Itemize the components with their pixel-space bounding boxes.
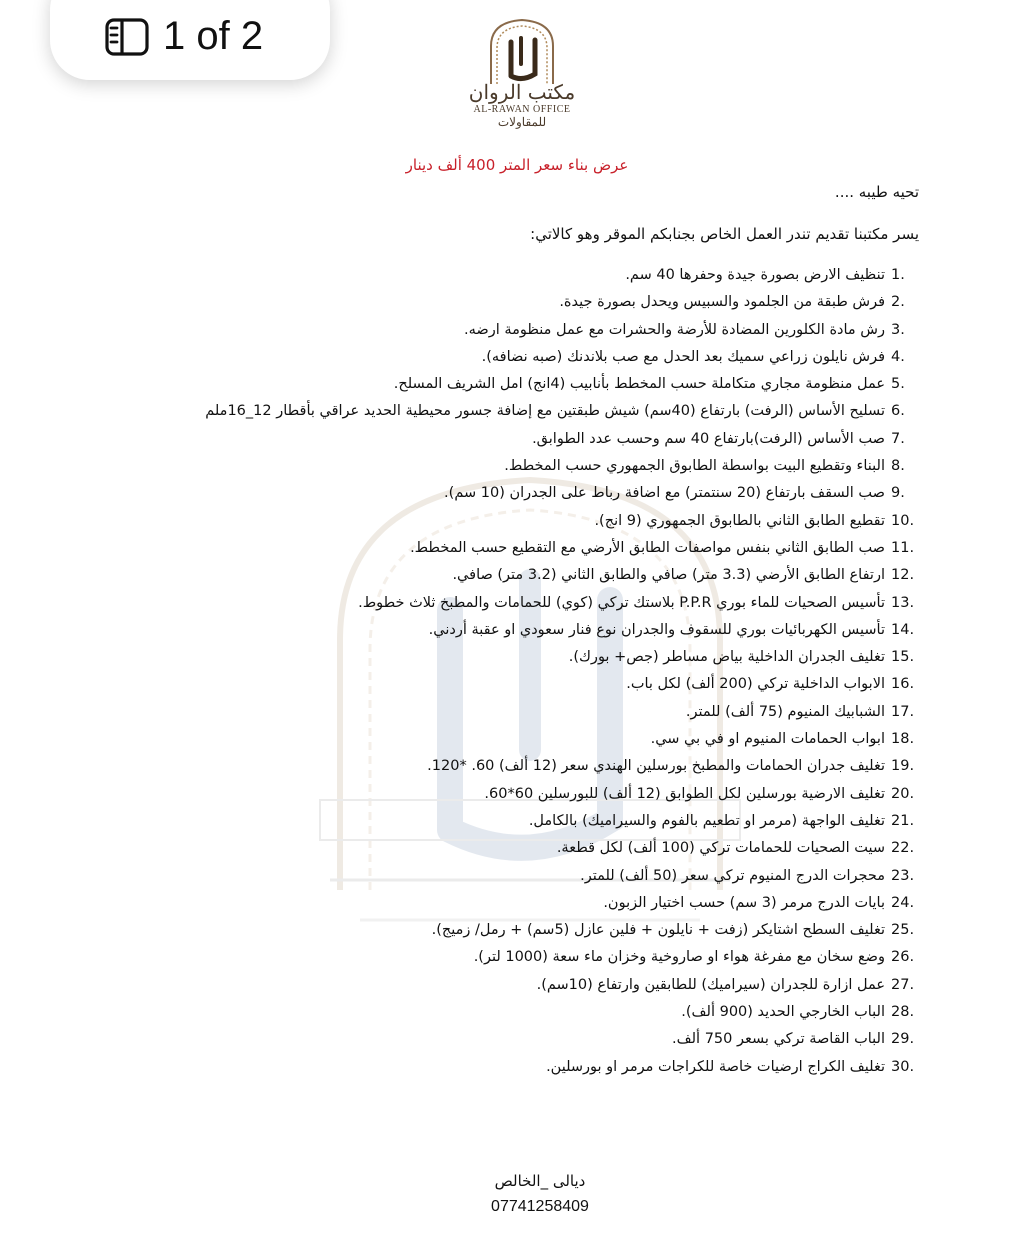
item-text: فرش نايلون زراعي سميك بعد الحدل مع صب بلاندنك (صبه نضافه). [481, 348, 885, 365]
item-text: صب السقف بارتفاع (20 سنتمتر) مع اضافة رباط على الجدران (10 سم). [444, 485, 885, 502]
item-number: 3. [891, 321, 905, 338]
item-number: 12. [891, 567, 915, 584]
item-text: تغليف الجدران الداخلية بياض مساطر (جص+ بورك). [568, 649, 885, 666]
list-item [79, 590, 919, 617]
item-text: تأسيس الكهربائيات بوري للسقوف والجدران نوع فنار سعودي او عقبة أردني. [428, 621, 885, 638]
item-text: الباب الخارجي الحديد (900 ألف). [681, 1004, 885, 1021]
item-text: الابواب الداخلية تركي (200 ألف) لكل باب. [626, 676, 885, 693]
page-counter-text: 1 of 2 [163, 14, 264, 58]
list-item [79, 617, 919, 644]
item-number: 22. [891, 840, 915, 857]
item-text: سيت الصحيات للحمامات تركي (100 ألف) لكل قطعة. [556, 840, 885, 857]
item-text: الباب القاصة تركي بسعر 750 ألف. [672, 1031, 885, 1048]
book-pages-icon [105, 18, 149, 56]
item-text: فرش طبقة من الجلمود والسبيس ويحدل بصورة جيدة. [559, 294, 885, 311]
list-item [79, 890, 919, 917]
intro-line: يسر مكتبنا تقديم تندر العمل الخاص بجنابكم الموقر وهو كالاتي: [530, 225, 919, 243]
item-number: 10. [891, 512, 915, 529]
specification-list [79, 262, 919, 1081]
item-number: 27. [891, 976, 915, 993]
item-number: 13. [891, 594, 915, 611]
list-item [79, 1026, 919, 1053]
item-text: تأسيس الصحيات للماء بوري P.P.R بلاستك تركي (كوي) للحمامات والمطبخ ثلاث خطوط. [358, 594, 885, 611]
logo-emblem [485, 18, 559, 86]
list-item [79, 371, 919, 398]
item-number: 14. [891, 621, 915, 638]
item-text: محجرات الدرج المنيوم تركي سعر (50 ألف) للمتر. [580, 867, 885, 884]
item-number: 9. [891, 485, 905, 502]
item-text: تغليف السطح اشتايكر (زفت + نايلون + فلين عازل (5سم) + رمل/ زميج). [431, 922, 885, 939]
list-item [79, 398, 919, 425]
item-text: ارتفاع الطابق الأرضي (3.3 متر) صافي والطابق الثاني (3.2 متر) صافي. [452, 567, 885, 584]
list-item [79, 453, 919, 480]
item-text: تغليف الواجهة (مرمر او تطعيم بالفوم والسيراميك) بالكامل. [528, 812, 885, 829]
list-item [79, 699, 919, 726]
item-number: 28. [891, 1004, 915, 1021]
item-text: تقطيع الطابق الثاني بالطابوق الجمهوري (9 انج). [594, 512, 885, 529]
item-text: رش مادة الكلورين المضادة للأرضة والحشرات مع عمل منظومة ارضه. [464, 321, 885, 338]
item-number: 23. [891, 867, 915, 884]
item-number: 15. [891, 649, 915, 666]
item-number: 24. [891, 894, 915, 911]
page-counter-pill[interactable] [50, 0, 330, 80]
list-item [79, 671, 919, 698]
item-text: تغليف الكراج ارضيات خاصة للكراجات مرمر او بورسلين. [546, 1058, 885, 1075]
list-item [79, 944, 919, 971]
item-text: تنظيف الارض بصورة جيدة وحفرها 40 سم. [625, 267, 885, 283]
list-item [79, 863, 919, 890]
item-text: عمل منظومة مجاري متكاملة حسب المخطط بأنابيب (4انج) امل الشريف المسلح. [393, 376, 885, 393]
list-item [79, 289, 919, 316]
item-number: 21. [891, 812, 915, 829]
list-item [79, 426, 919, 453]
item-number: 16. [891, 676, 915, 693]
item-number: 20. [891, 785, 915, 802]
list-item [79, 753, 919, 780]
item-number: 5. [891, 376, 905, 393]
list-item [79, 644, 919, 671]
footer-location: ديالى _الخالص [494, 1172, 586, 1190]
list-item [79, 535, 919, 562]
offer-title: عرض بناء سعر المتر 400 ألف دينار [405, 156, 629, 174]
list-item [79, 480, 919, 507]
item-text: ابواب الحمامات المنيوم او في بي سي. [650, 731, 885, 748]
footer-phone: 07741258409 [491, 1198, 589, 1215]
list-item [79, 972, 919, 999]
item-text: البناء وتقطيع البيت بواسطة الطابوق الجمهوري حسب المخطط. [504, 458, 885, 475]
list-item [79, 1054, 919, 1081]
item-text: تسليح الأساس (الرفت) بارتفاع (40سم) شيش طبقتين مع إضافة جسور محيطية الحديد عراقي بأقطار 12_16ملم [205, 403, 885, 420]
list-item [79, 508, 919, 535]
list-item [79, 808, 919, 835]
item-text: صب الطابق الثاني بنفس مواصفات الطابق الأرضي مع التقطيع حسب المخطط. [410, 539, 885, 556]
item-number: 7. [891, 430, 905, 447]
item-number: 26. [891, 949, 915, 966]
logo-english-name: AL-RAWAN OFFICE [473, 104, 571, 115]
item-text: صب الأساس (الرفت)بارتفاع 40 سم وحسب عدد الطوابق. [532, 430, 885, 447]
list-item [79, 999, 919, 1026]
item-text: وضع سخان مع مفرغة هواء او صاروخية وخزان ماء سعة (1000 لتر). [473, 949, 885, 966]
company-logo [462, 18, 582, 158]
item-number: 4. [891, 348, 905, 365]
item-number: 2. [891, 294, 905, 311]
item-number: 17. [891, 703, 915, 720]
item-number: 1. [891, 267, 905, 283]
list-item [79, 562, 919, 589]
item-number: 6. [891, 403, 905, 420]
list-item [79, 917, 919, 944]
item-text: تغليف الارضية بورسلين لكل الطوابق (12 ألف) للبورسلين 60*60. [484, 785, 885, 802]
item-number: 11. [891, 539, 915, 556]
list-item [79, 262, 919, 289]
item-number: 29. [891, 1031, 915, 1048]
logo-arabic-name: مكتب الروان [468, 80, 576, 104]
item-number: 18. [891, 731, 915, 748]
item-text: عمل ازارة للجدران (سيراميك) للطابقين وارتفاع (10سم). [536, 976, 885, 993]
greeting-line: تحيه طيبه .... [834, 183, 919, 201]
list-item [79, 835, 919, 862]
logo-subtitle: للمقاولات [497, 115, 547, 129]
item-number: 19. [891, 758, 915, 775]
list-item [79, 726, 919, 753]
item-number: 30. [891, 1058, 915, 1075]
item-text: الشبابيك المنيوم (75 ألف) للمتر. [685, 703, 885, 720]
item-text: تغليف جدران الحمامات والمطبخ بورسلين الهندي سعر (12 ألف) 60. *120. [427, 758, 885, 775]
item-number: 25. [891, 922, 915, 939]
list-item [79, 781, 919, 808]
item-number: 8. [891, 458, 905, 475]
list-item [79, 317, 919, 344]
item-text: بايات الدرج مرمر (3 سم) حسب اختيار الزبون. [603, 894, 885, 911]
list-item [79, 344, 919, 371]
